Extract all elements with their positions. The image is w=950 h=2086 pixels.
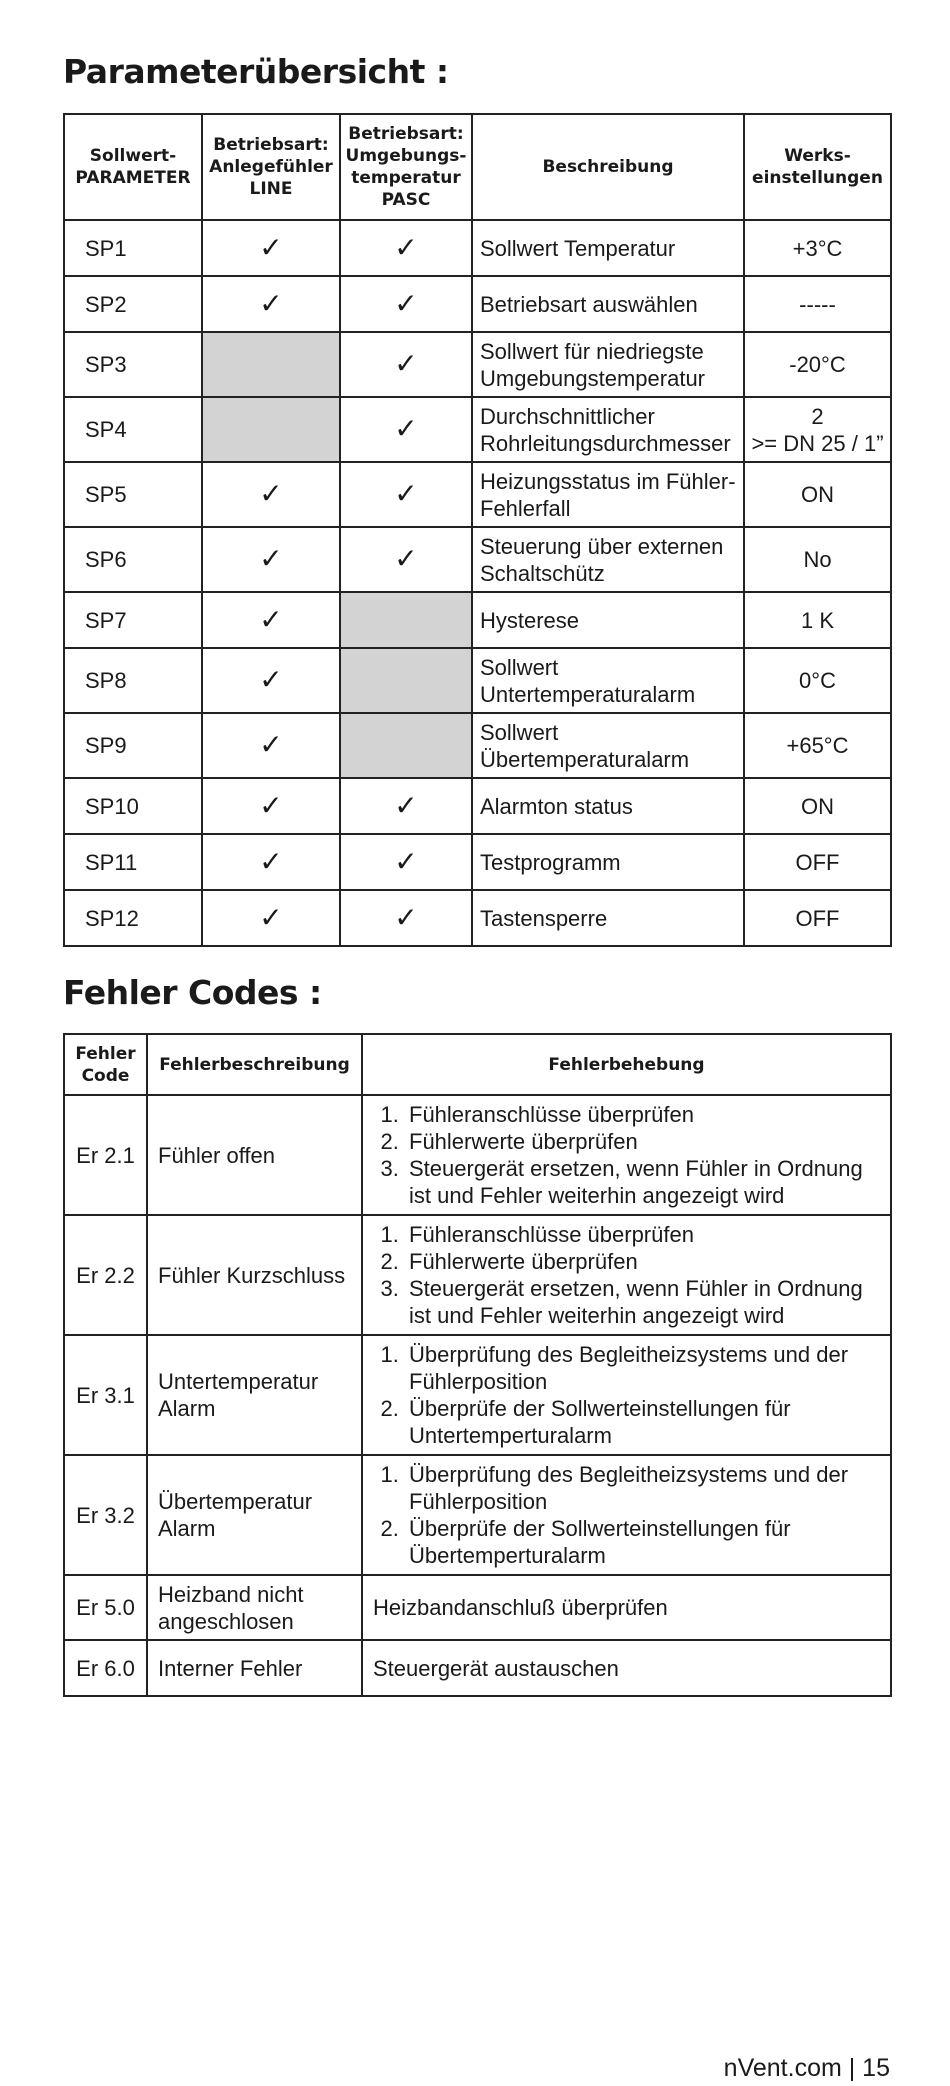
error-code: Er 3.2 (64, 1455, 147, 1575)
checkmark-icon: ✓ (259, 542, 283, 575)
error-codes-table (63, 1033, 892, 1697)
parameter-overview-title: Parameterübersicht : (63, 52, 449, 91)
checkmark-icon: ✓ (394, 412, 418, 445)
factory-default: OFF (744, 890, 891, 946)
error-row (64, 1095, 891, 1215)
factory-default: ON (744, 462, 891, 527)
parameter-description: Sollwert Temperatur (472, 220, 744, 276)
parameter-code: SP12 (64, 890, 202, 946)
parameter-row (64, 527, 891, 592)
checkmark-icon: ✓ (259, 602, 283, 636)
factory-default: ----- (744, 276, 891, 332)
pasc-mode-cell (340, 592, 472, 648)
line-mode-cell (202, 462, 340, 527)
parameter-row (64, 276, 891, 332)
checkmark-icon: ✓ (259, 286, 283, 320)
header-factory-default: Werks- einstellungen (744, 114, 891, 220)
checkmark-icon: ✓ (394, 900, 418, 934)
error-row (64, 1575, 891, 1640)
checkmark-icon: ✓ (394, 844, 418, 878)
fix-steps-list (373, 1341, 882, 1449)
parameter-code: SP1 (64, 220, 202, 276)
checkmark-icon: ✓ (259, 477, 283, 510)
pasc-mode-cell (340, 527, 472, 592)
error-description: Untertemperatur Alarm (147, 1335, 362, 1455)
line-mode-cell (202, 890, 340, 946)
fix-step: 1. Überprüfung des Begleitheizsystems und der Fühlerposition (405, 1461, 882, 1515)
error-description: Interner Fehler (147, 1640, 362, 1696)
pasc-mode-cell (340, 276, 472, 332)
pasc-mode-cell (340, 332, 472, 397)
fix-step: 1. Fühleranschlüsse überprüfen (405, 1221, 882, 1248)
parameter-row (64, 648, 891, 713)
error-fix: Steuergerät austauschen (362, 1640, 891, 1696)
parameter-description: Alarmton status (472, 778, 744, 834)
factory-default: OFF (744, 834, 891, 890)
pasc-mode-cell (340, 462, 472, 527)
parameter-description: Heizungsstatus im Fühler- Fehlerfall (472, 462, 744, 527)
fix-step: 2. Fühlerwerte überprüfen (405, 1128, 882, 1155)
fix-step: 1. Fühleranschlüsse überprüfen (405, 1101, 882, 1128)
error-row (64, 1335, 891, 1455)
error-description: Heizband nicht angeschlosen (147, 1575, 362, 1640)
parameter-row (64, 834, 891, 890)
line-mode-cell (202, 276, 340, 332)
line-mode-cell (202, 834, 340, 890)
parameter-code: SP2 (64, 276, 202, 332)
checkmark-icon: ✓ (394, 477, 418, 510)
pasc-mode-cell (340, 220, 472, 276)
fix-step: 3. Steuergerät ersetzen, wenn Fühler in Ordnung ist und Fehler weiterhin angezeigt wird (405, 1155, 882, 1209)
page-footer: nVent.com | 15 (723, 2054, 890, 2082)
header-description: Beschreibung (472, 114, 744, 220)
line-mode-cell (202, 778, 340, 834)
parameter-row (64, 592, 891, 648)
line-mode-cell (202, 648, 340, 713)
header-mode-line: Betriebsart: Anlegefühler LINE (202, 114, 340, 220)
pasc-mode-cell (340, 890, 472, 946)
parameter-code: SP8 (64, 648, 202, 713)
fix-steps-list (373, 1461, 882, 1569)
fix-step: 2. Überprüfe der Sollwerteinstellungen für Untertemperturalarm (405, 1395, 882, 1449)
factory-default: -20°C (744, 332, 891, 397)
error-codes-title: Fehler Codes : (63, 973, 322, 1012)
header-mode-pasc: Betriebsart: Umgebungs- temperatur PASC (340, 114, 472, 220)
error-fix: Heizbandanschluß überprüfen (362, 1575, 891, 1640)
parameter-row (64, 332, 891, 397)
checkmark-icon: ✓ (259, 663, 283, 696)
parameter-code: SP7 (64, 592, 202, 648)
parameter-description: Betriebsart auswählen (472, 276, 744, 332)
factory-default: 1 K (744, 592, 891, 648)
error-code: Er 5.0 (64, 1575, 147, 1640)
factory-default: 2 >= DN 25 / 1” (744, 397, 891, 462)
error-code: Er 6.0 (64, 1640, 147, 1696)
line-mode-cell (202, 332, 340, 397)
factory-default: No (744, 527, 891, 592)
parameter-row (64, 890, 891, 946)
error-code: Er 2.2 (64, 1215, 147, 1335)
factory-default: +3°C (744, 220, 891, 276)
factory-default: +65°C (744, 713, 891, 778)
error-code: Er 2.1 (64, 1095, 147, 1215)
fix-step: 1. Überprüfung des Begleitheizsystems und der Fühlerposition (405, 1341, 882, 1395)
parameter-description: Testprogramm (472, 834, 744, 890)
error-description: Übertemperatur Alarm (147, 1455, 362, 1575)
parameter-description: Sollwert Übertemperaturalarm (472, 713, 744, 778)
error-row (64, 1215, 891, 1335)
header-error-description: Fehlerbeschreibung (147, 1034, 362, 1095)
pasc-mode-cell (340, 397, 472, 462)
fix-steps-list (373, 1101, 882, 1209)
checkmark-icon: ✓ (394, 230, 418, 264)
parameter-row (64, 713, 891, 778)
factory-default: 0°C (744, 648, 891, 713)
parameter-row (64, 462, 891, 527)
error-fix (362, 1095, 891, 1215)
checkmark-icon: ✓ (259, 900, 283, 934)
parameter-code: SP5 (64, 462, 202, 527)
checkmark-icon: ✓ (259, 844, 283, 878)
parameter-description: Durchschnittlicher Rohrleitungsdurchmesser (472, 397, 744, 462)
parameter-table (63, 113, 892, 947)
parameter-code: SP9 (64, 713, 202, 778)
pasc-mode-cell (340, 834, 472, 890)
parameter-code: SP10 (64, 778, 202, 834)
checkmark-icon: ✓ (259, 728, 283, 761)
checkmark-icon: ✓ (394, 542, 418, 575)
fix-step: 2. Fühlerwerte überprüfen (405, 1248, 882, 1275)
error-fix (362, 1335, 891, 1455)
error-row (64, 1455, 891, 1575)
parameter-description: Tastensperre (472, 890, 744, 946)
fix-steps-list (373, 1221, 882, 1329)
line-mode-cell (202, 713, 340, 778)
header-error-fix: Fehlerbehebung (362, 1034, 891, 1095)
parameter-row (64, 778, 891, 834)
line-mode-cell (202, 397, 340, 462)
parameter-description: Sollwert Untertemperaturalarm (472, 648, 744, 713)
parameter-code: SP6 (64, 527, 202, 592)
parameter-code: SP4 (64, 397, 202, 462)
line-mode-cell (202, 220, 340, 276)
error-description: Fühler Kurzschluss (147, 1215, 362, 1335)
factory-default: ON (744, 778, 891, 834)
header-parameter: Sollwert- PARAMETER (64, 114, 202, 220)
line-mode-cell (202, 527, 340, 592)
error-fix (362, 1455, 891, 1575)
error-description: Fühler offen (147, 1095, 362, 1215)
parameter-row (64, 397, 891, 462)
checkmark-icon: ✓ (394, 788, 418, 822)
checkmark-icon: ✓ (394, 286, 418, 320)
error-code: Er 3.1 (64, 1335, 147, 1455)
checkmark-icon: ✓ (394, 347, 418, 380)
parameter-code: SP11 (64, 834, 202, 890)
line-mode-cell (202, 592, 340, 648)
parameter-description: Hysterese (472, 592, 744, 648)
parameter-description: Sollwert für niedriegste Umgebungstemperatur (472, 332, 744, 397)
checkmark-icon: ✓ (259, 230, 283, 264)
fix-step: 2. Überprüfe der Sollwerteinstellungen für Übertemperturalarm (405, 1515, 882, 1569)
parameter-description: Steuerung über externen Schaltschütz (472, 527, 744, 592)
pasc-mode-cell (340, 713, 472, 778)
parameter-code: SP3 (64, 332, 202, 397)
error-fix (362, 1215, 891, 1335)
parameter-row (64, 220, 891, 276)
header-error-code: Fehler Code (64, 1034, 147, 1095)
checkmark-icon: ✓ (259, 788, 283, 822)
pasc-mode-cell (340, 648, 472, 713)
pasc-mode-cell (340, 778, 472, 834)
fix-step: 3. Steuergerät ersetzen, wenn Fühler in Ordnung ist und Fehler weiterhin angezeigt wird (405, 1275, 882, 1329)
error-row (64, 1640, 891, 1696)
